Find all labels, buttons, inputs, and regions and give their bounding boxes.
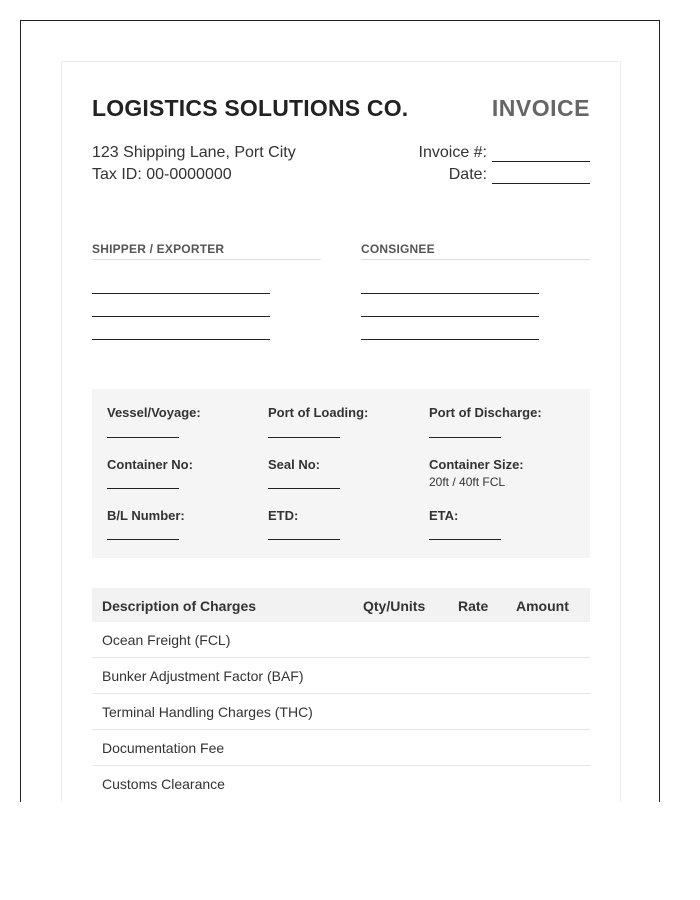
column-header-qty: Qty/Units [363,598,426,614]
port-of-loading-field[interactable] [268,437,340,438]
table-row [92,730,590,766]
consignee-heading: CONSIGNEE [361,242,590,260]
column-header-description: Description of Charges [102,598,257,614]
charge-description: Customs Clearance [102,776,225,792]
shipper-line[interactable] [92,316,270,317]
shipper-line[interactable] [92,293,270,294]
container-size-value: 20ft / 40ft FCL [429,475,506,489]
container-size-label: Container Size: [429,457,524,472]
shipper-line[interactable] [92,339,270,340]
shipper-heading: SHIPPER / EXPORTER [92,242,321,260]
charges-table-header [92,588,590,622]
eta-field[interactable] [429,539,501,540]
consignee-line[interactable] [361,316,539,317]
invoice-number-row [419,144,590,162]
port-of-discharge-field[interactable] [429,437,501,438]
port-of-discharge-label: Port of Discharge: [429,405,542,420]
vessel-voyage-field[interactable] [107,437,179,438]
container-no-field[interactable] [107,488,179,489]
date-label: Date: [448,166,487,183]
charge-description: Ocean Freight (FCL) [102,632,231,648]
column-header-amount: Amount [516,598,569,614]
date-row [449,166,590,184]
consignee-line[interactable] [361,293,539,294]
eta-label: ETA: [429,508,459,523]
column-header-rate: Rate [458,598,489,614]
consignee-line[interactable] [361,339,539,340]
bl-number-field[interactable] [107,539,179,540]
company-tax-id: Tax ID: 00-0000000 [92,166,232,183]
table-row [92,766,590,802]
charge-description: Documentation Fee [102,740,225,756]
container-no-label: Container No: [107,457,193,472]
charge-description: Terminal Handling Charges (THC) [102,704,313,720]
company-address: 123 Shipping Lane, Port City [92,144,296,161]
etd-label: ETD: [268,508,299,523]
date-field[interactable] [492,167,590,184]
invoice-number-label: Invoice #: [418,144,487,161]
vessel-voyage-label: Vessel/Voyage: [107,405,201,420]
company-name: LOGISTICS SOLUTIONS CO. [92,95,409,121]
table-row [92,622,590,658]
bl-number-label: B/L Number: [107,508,185,523]
charge-description: Bunker Adjustment Factor (BAF) [102,668,304,684]
document-title: INVOICE [491,95,590,121]
invoice-number-field[interactable] [492,145,590,162]
table-row [92,694,590,730]
port-of-loading-label: Port of Loading: [268,405,369,420]
etd-field[interactable] [268,539,340,540]
seal-no-field[interactable] [268,488,340,489]
table-row [92,658,590,694]
seal-no-label: Seal No: [268,457,321,472]
